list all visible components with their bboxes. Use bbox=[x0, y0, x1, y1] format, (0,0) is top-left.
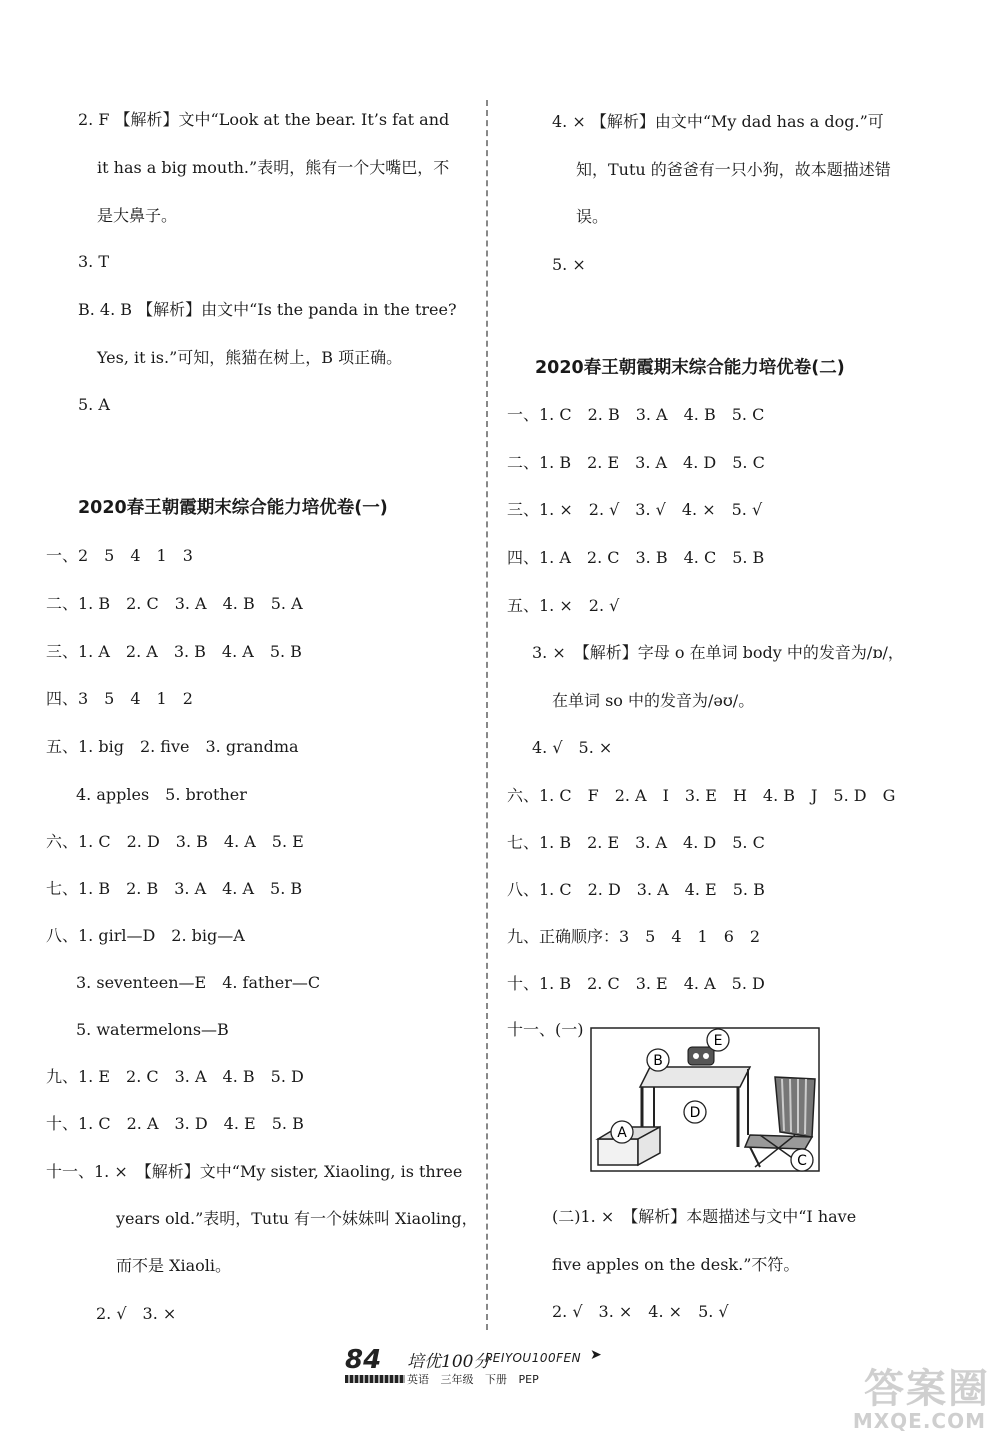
answer-line: five apples on the desk.”不符。 bbox=[552, 1255, 800, 1274]
answer-line: 4. √ 5. × bbox=[532, 738, 613, 757]
answer-line: 二、1. B 2. E 3. A 4. D 5. C bbox=[507, 453, 765, 472]
answer-line: 知，Tutu 的爸爸有一只小狗，故本题描述错 bbox=[576, 160, 891, 179]
page-number: 84 bbox=[345, 1345, 382, 1375]
answer-line: 十、1. B 2. C 3. E 4. A 5. D bbox=[507, 974, 765, 993]
answer-line: 一、2 5 4 1 3 bbox=[46, 546, 193, 565]
answer-line: 八、1. C 2. D 3. A 4. E 5. B bbox=[507, 880, 765, 899]
answer-line: 三、1. A 2. A 3. B 4. A 5. B bbox=[46, 642, 302, 661]
answer-line: 3. T bbox=[78, 252, 110, 271]
section-title: 2020春王朝霞期末综合能力培优卷(一) bbox=[78, 498, 388, 518]
answer-line: 3. seventeen—E 4. father—C bbox=[76, 973, 321, 992]
answer-line: 六、1. C F 2. A I 3. E H 4. B J 5. D G bbox=[507, 786, 896, 805]
answer-line: 十一、(一) bbox=[507, 1020, 584, 1039]
page-footer bbox=[345, 1345, 675, 1395]
answer-line: 5. A bbox=[78, 395, 110, 414]
answer-line: 十、1. C 2. A 3. D 4. E 5. B bbox=[46, 1114, 304, 1133]
answer-line: 十一、1. × 【解析】文中“My sister, Xiaoling, is three bbox=[46, 1162, 463, 1181]
label-A bbox=[611, 1121, 633, 1143]
section-title: 2020春王朝霞期末综合能力培优卷(二) bbox=[535, 358, 845, 378]
answer-line: 2. √ 3. × 4. × 5. √ bbox=[552, 1302, 729, 1321]
answer-line: years old.”表明，Tutu 有一个妹妹叫 Xiaoling， bbox=[116, 1209, 478, 1228]
answer-line: 4. × 【解析】由文中“My dad has a dog.”可 bbox=[552, 112, 884, 131]
svg-text:D: D bbox=[689, 1105, 701, 1121]
series-name: 培优100分 bbox=[407, 1352, 491, 1372]
answer-line: 三、1. × 2. √ 3. √ 4. × 5. √ bbox=[507, 500, 763, 519]
column-divider bbox=[486, 100, 488, 1330]
watermark-line2: MXQE.COM bbox=[852, 1409, 986, 1433]
answer-line: 5. watermelons—B bbox=[76, 1020, 229, 1039]
answer-line: 九、正确顺序：3 5 4 1 6 2 bbox=[507, 927, 761, 946]
answer-line: 八、1. girl—D 2. big—A bbox=[46, 926, 245, 945]
answer-line: B. 4. B 【解析】由文中“Is the panda in the tree? bbox=[78, 300, 457, 319]
arrow-icon: ➤ bbox=[590, 1347, 602, 1363]
watermark bbox=[830, 1357, 990, 1437]
answer-line: 五、1. big 2. five 3. grandma bbox=[46, 737, 299, 756]
answer-line: 九、1. E 2. C 3. A 4. B 5. D bbox=[46, 1067, 304, 1086]
label-B bbox=[647, 1049, 669, 1071]
room-illustration-svg bbox=[590, 1027, 820, 1172]
answer-line: Yes, it is.”可知，熊猫在树上，B 项正确。 bbox=[97, 348, 403, 367]
answer-line: 六、1. C 2. D 3. B 4. A 5. E bbox=[46, 832, 304, 851]
answer-line: 七、1. B 2. B 3. A 4. A 5. B bbox=[46, 879, 303, 898]
answer-line: it has a big mouth.”表明，熊有一个大嘴巴，不 bbox=[97, 158, 450, 177]
label-C bbox=[791, 1149, 813, 1171]
answer-line: 在单词 so 中的发音为/əʊ/。 bbox=[552, 691, 755, 710]
answer-line: 七、1. B 2. E 3. A 4. D 5. C bbox=[507, 833, 765, 852]
answer-line: 一、1. C 2. B 3. A 4. B 5. C bbox=[507, 405, 765, 424]
answer-line: 四、3 5 4 1 2 bbox=[46, 689, 193, 708]
answer-line: 误。 bbox=[576, 207, 609, 226]
answer-line: 4. apples 5. brother bbox=[76, 785, 247, 804]
answer-line: 2. √ 3. × bbox=[96, 1304, 177, 1323]
label-E bbox=[707, 1029, 729, 1051]
answer-line: 2. F 【解析】文中“Look at the bear. It’s fat and bbox=[78, 110, 450, 129]
svg-text:E: E bbox=[713, 1033, 723, 1049]
room-illustration bbox=[590, 1027, 820, 1172]
page-number-bar bbox=[345, 1375, 405, 1383]
watermark-line1: 答案圈 bbox=[864, 1366, 990, 1412]
answer-line: 而不是 Xiaoli。 bbox=[116, 1256, 232, 1275]
series-name-en: PEIYOU100FEN bbox=[485, 1351, 582, 1365]
answer-line: 5. × bbox=[552, 255, 586, 274]
label-D bbox=[684, 1101, 706, 1123]
svg-text:C: C bbox=[797, 1153, 807, 1169]
answer-line: 四、1. A 2. C 3. B 4. C 5. B bbox=[507, 548, 765, 567]
svg-text:B: B bbox=[653, 1053, 663, 1069]
answer-line: 二、1. B 2. C 3. A 4. B 5. A bbox=[46, 594, 303, 613]
answer-line: 3. × 【解析】字母 o 在单词 body 中的发音为/ɒ/， bbox=[532, 643, 904, 662]
book-subtitle: 英语 三年级 下册 PEP bbox=[407, 1373, 539, 1386]
svg-text:A: A bbox=[617, 1125, 627, 1141]
answer-line: 是大鼻子。 bbox=[97, 206, 178, 225]
answer-line: (二)1. × 【解析】本题描述与文中“I have bbox=[552, 1207, 857, 1226]
answer-line: 五、1. × 2. √ bbox=[507, 596, 620, 615]
